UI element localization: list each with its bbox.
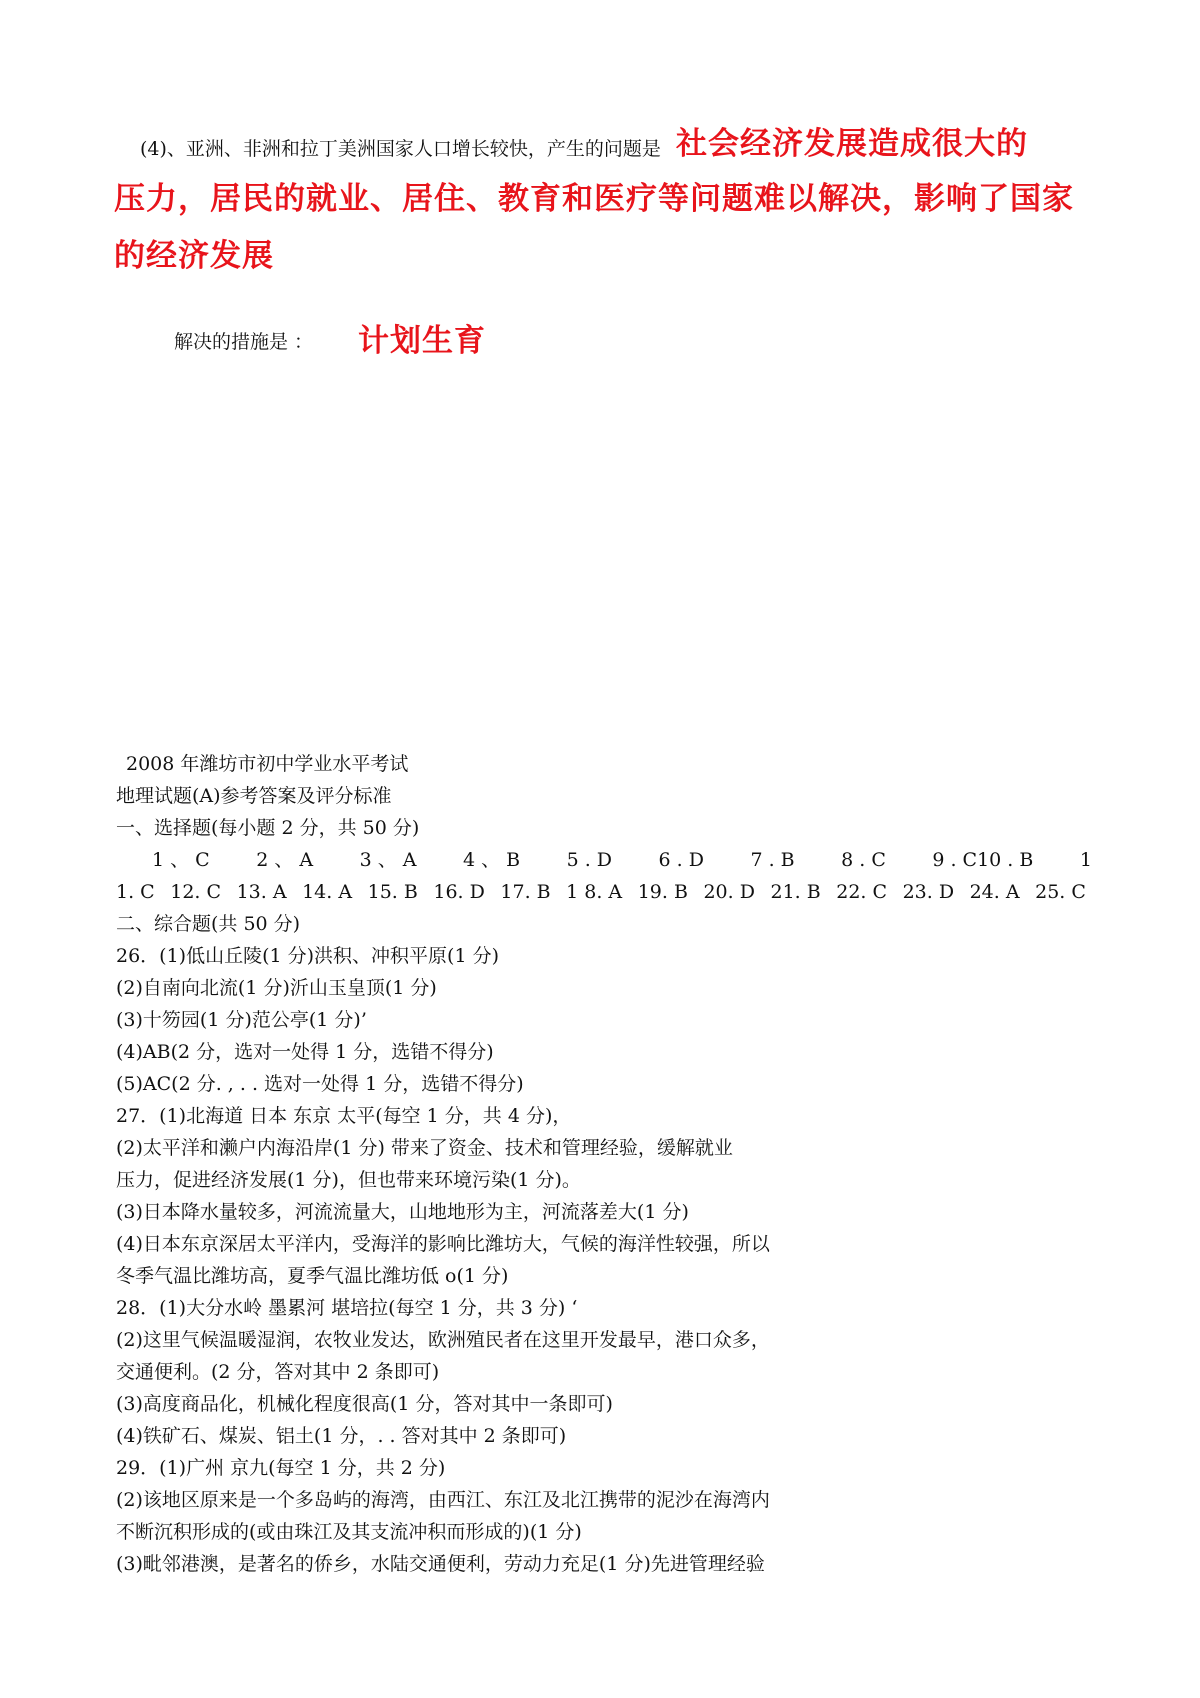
choice-answer: 16. D (433, 881, 485, 903)
choice-answer: 8 . C (841, 849, 886, 871)
choice-answer: 1 (1079, 849, 1092, 871)
key-title-line2: 地理试题(A)参考答案及评分标准 (116, 785, 392, 807)
choice-answer: 14. A (302, 881, 353, 903)
answer-line: 29．(1)广州 京九(每空 1 分，共 2 分) (116, 1457, 446, 1479)
choice-answer: 5 . D (566, 849, 613, 871)
answer-line: 交通便利。(2 分，答对其中 2 条即可) (116, 1361, 440, 1383)
choice-answer: 23. D (902, 881, 955, 903)
choice-answer: 1 、 C (152, 849, 210, 871)
answer-line: 不断沉积形成的(或由珠江及其支流冲积而形成的)(1 分) (116, 1521, 582, 1543)
q4-answer-line3: 的经济发展 (114, 238, 274, 274)
choice-answer: 15. B (367, 881, 418, 903)
choice-answer: 12. C (170, 881, 222, 903)
section-choice-heading: 一、选择题(每小题 2 分，共 50 分) (116, 817, 420, 839)
choice-answer: 1. C (116, 881, 155, 903)
choice-answers-row2 (116, 877, 1086, 907)
answer-line: 压力，促进经济发展(1 分)，但也带来环境污染(1 分)。 (116, 1169, 581, 1191)
answer-line: 冬季气温比潍坊高，夏季气温比潍坊低 o(1 分) (116, 1265, 509, 1287)
choice-answers-row1 (152, 845, 1092, 875)
choice-answer: 7 . B (750, 849, 795, 871)
answer-line: (4)日本东京深居太平洋内，受海洋的影响比潍坊大，气候的海洋性较强，所以 (116, 1233, 770, 1255)
choice-answer: 25. C (1035, 881, 1086, 903)
q4-measure-answer: 计划生育 (358, 323, 486, 359)
q4-answer-line2: 压力，居民的就业、居住、教育和医疗等问题难以解决，影响了国家 (114, 181, 1074, 217)
choice-answer: 9 . C10 . B (932, 849, 1034, 871)
answer-line: (3)毗邻港澳，是著名的侨乡，水陆交通便利，劳动力充足(1 分)先进管理经验 (116, 1553, 765, 1575)
answer-line: 27．(1)北海道 日本 东京 太平(每空 1 分，共 4 分)， (116, 1105, 572, 1127)
q4-measure-label: 解决的措施是 ： (174, 331, 314, 353)
answer-line: (3)日本降水量较多，河流流量大，山地地形为主，河流落差大(1 分) (116, 1201, 689, 1223)
answer-line: (2)该地区原来是一个多岛屿的海湾，由西江、东江及北江携带的泥沙在海湾内 (116, 1489, 770, 1511)
choice-answer: 13. A (236, 881, 287, 903)
answer-line: (2)这里气候温暖湿润，农牧业发达，欧洲殖民者在这里开发最早，港口众多， (116, 1329, 770, 1351)
q4-prefix: (4)、亚洲、非洲和拉丁美洲国家人口增长较快，产生的问题是 (140, 138, 661, 160)
section-synthesis-heading: 二、综合题(共 50 分) (116, 913, 301, 935)
choice-answer: 17. B (500, 881, 551, 903)
answer-line: (5)AC(2 分. , . . 选对一处得 1 分，选错不得分) (116, 1073, 524, 1095)
answer-line: (3)十笏园(1 分)范公亭(1 分)’ (116, 1009, 367, 1031)
answer-line: (2)太平洋和濑户内海沿岸(1 分) 带来了资金、技术和管理经验，缓解就业 (116, 1137, 733, 1159)
answer-line: 28．(1)大分水岭 墨累河 堪培拉(每空 1 分，共 3 分) ‘ (116, 1297, 578, 1319)
choice-answer: 2 、 A (256, 849, 314, 871)
choice-answer: 3 、 A (359, 849, 417, 871)
choice-answer: 22. C (836, 881, 888, 903)
key-title-line1: 2008 年潍坊市初中学业水平考试 (126, 753, 409, 775)
answer-line: 26．(1)低山丘陵(1 分)洪积、冲积平原(1 分) (116, 945, 499, 967)
answer-line: (2)自南向北流(1 分)沂山玉皇顶(1 分) (116, 977, 437, 999)
choice-answer: 21. B (770, 881, 821, 903)
choice-answer: 6 . D (658, 849, 704, 871)
answer-line: (4)AB(2 分，选对一处得 1 分，选错不得分) (116, 1041, 494, 1063)
answer-line: (4)铁矿石、煤炭、铝土(1 分，. . 答对其中 2 条即可) (116, 1425, 567, 1447)
choice-answer: 19. B (637, 881, 688, 903)
answer-line: (3)高度商品化，机械化程度很高(1 分，答对其中一条即可) (116, 1393, 613, 1415)
choice-answer: 4 、 B (462, 849, 521, 871)
q4-answer-line1: 社会经济发展造成很大的 (676, 126, 1028, 162)
choice-answer: 1 8. A (566, 881, 623, 903)
choice-answer: 24. A (969, 881, 1020, 903)
choice-answer: 20. D (703, 881, 755, 903)
